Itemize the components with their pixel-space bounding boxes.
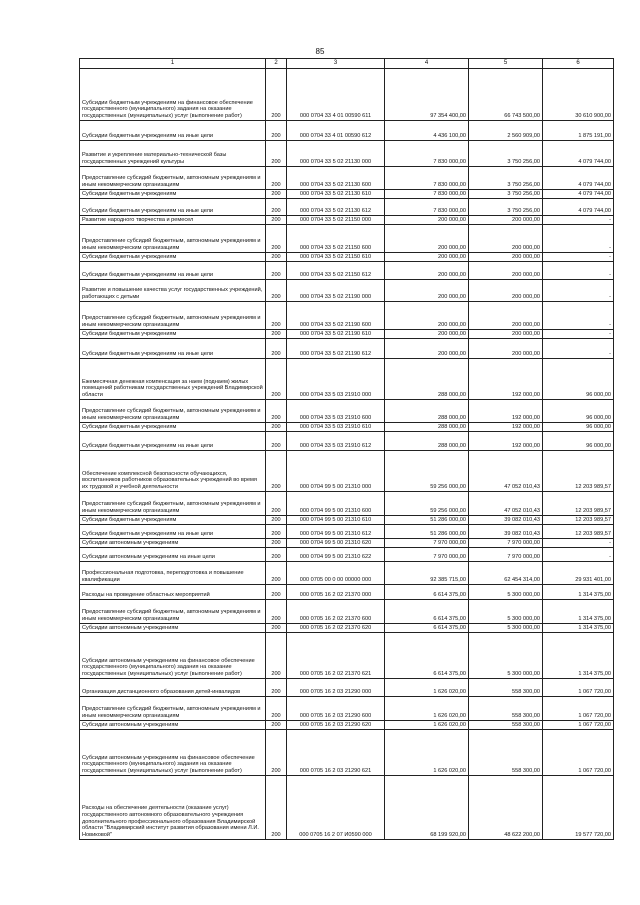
header-col-3: 3	[287, 59, 385, 69]
row-name: Развитие и повышение качества услуг государственных учреждений, работающих с детьми	[80, 280, 266, 302]
row-amount-col6: 4 079 744,00	[543, 199, 614, 216]
row-code: 200	[266, 359, 287, 400]
row-kbk: 000 0705 16 2 02 21370 621	[287, 633, 385, 679]
table-row	[80, 253, 614, 262]
table-row	[80, 141, 614, 167]
row-kbk: 000 0704 33 5 03 21910 612	[287, 432, 385, 451]
row-kbk: 000 0704 33 5 02 21150 600	[287, 225, 385, 253]
row-amount-col4: 1 626 020,00	[385, 697, 469, 721]
row-kbk: 000 0704 99 5 00 21310 610	[287, 516, 385, 525]
row-name: Субсидии автономным учреждениям на иные цели	[80, 548, 266, 562]
row-amount-col6: 12 203 989,57	[543, 525, 614, 539]
row-amount-col6: 29 931 401,00	[543, 562, 614, 585]
row-code: 200	[266, 216, 287, 225]
table-row	[80, 432, 614, 451]
row-amount-col5: 192 000,00	[469, 400, 543, 423]
row-name: Ежемесячная денежная компенсация за наем (поднаем) жилых помещений работникам государственных учреждений Владимирской области	[80, 359, 266, 400]
row-name: Субсидии бюджетным учреждениям	[80, 330, 266, 339]
row-kbk: 000 0704 33 5 03 21910 600	[287, 400, 385, 423]
row-amount-col5: 192 000,00	[469, 423, 543, 432]
row-amount-col5: 200 000,00	[469, 330, 543, 339]
row-amount-col5: 7 970 000,00	[469, 548, 543, 562]
row-code: 200	[266, 280, 287, 302]
row-kbk: 000 0705 16 2 02 21370 000	[287, 585, 385, 600]
row-name: Предоставление субсидий бюджетным, автономным учреждениям и иным некоммерческим организациям	[80, 302, 266, 330]
table-row	[80, 633, 614, 679]
row-amount-col5: 192 000,00	[469, 359, 543, 400]
row-kbk: 000 0704 33 5 02 21150 612	[287, 262, 385, 280]
row-amount-col4: 1 626 020,00	[385, 721, 469, 730]
row-code: 200	[266, 492, 287, 516]
row-amount-col6: 1 314 375,00	[543, 633, 614, 679]
row-name: Субсидии автономным учреждениям	[80, 624, 266, 633]
row-kbk: 000 0704 33 5 02 21130 000	[287, 141, 385, 167]
row-kbk: 000 0704 33 5 02 21190 600	[287, 302, 385, 330]
row-kbk: 000 0704 33 4 01 00590 611	[287, 69, 385, 121]
row-name: Субсидии бюджетным учреждениям на иные цели	[80, 525, 266, 539]
row-amount-col6: 96 000,00	[543, 432, 614, 451]
table-row	[80, 262, 614, 280]
row-kbk: 000 0705 16 2 02 21370 620	[287, 624, 385, 633]
table-row	[80, 359, 614, 400]
row-name: Субсидии автономным учреждениям на финансовое обеспечение государственного (муниципального) задания на оказание государственных (муниципальных) услуг (выполнение работ)	[80, 730, 266, 776]
table-row	[80, 600, 614, 624]
row-code: 200	[266, 167, 287, 190]
row-amount-col5: 3 750 256,00	[469, 141, 543, 167]
row-amount-col4: 200 000,00	[385, 339, 469, 359]
row-amount-col5: 3 750 256,00	[469, 167, 543, 190]
row-name: Предоставление субсидий бюджетным, автономным учреждениям и иным некоммерческим организациям	[80, 697, 266, 721]
row-name: Обеспечение комплексной безопасности обучающихся, воспитанников работников образовательных учреждений во время их трудовой и учебной деятельности	[80, 451, 266, 492]
row-amount-col4: 288 000,00	[385, 423, 469, 432]
row-code: 200	[266, 330, 287, 339]
row-name: Развитие народного творчества и ремесел	[80, 216, 266, 225]
row-amount-col5: 558 300,00	[469, 697, 543, 721]
table-row	[80, 776, 614, 840]
row-code: 200	[266, 585, 287, 600]
row-name: Организация дистанционного образования детей-инвалидов	[80, 679, 266, 697]
row-amount-col5: 200 000,00	[469, 302, 543, 330]
row-kbk: 000 0704 99 5 00 21310 622	[287, 548, 385, 562]
table-row	[80, 562, 614, 585]
row-code: 200	[266, 190, 287, 199]
table-row	[80, 516, 614, 525]
table-row	[80, 339, 614, 359]
row-amount-col4: 1 626 020,00	[385, 679, 469, 697]
row-name: Субсидии бюджетным учреждениям	[80, 253, 266, 262]
row-name: Профессиональная подготовка, переподготовка и повышение квалификации	[80, 562, 266, 585]
row-code: 200	[266, 121, 287, 141]
row-amount-col6: 96 000,00	[543, 400, 614, 423]
row-amount-col6: 1 314 375,00	[543, 624, 614, 633]
table-header-row	[80, 59, 614, 69]
row-name: Субсидии бюджетным учреждениям на иные цели	[80, 432, 266, 451]
row-amount-col4: 92 385 715,00	[385, 562, 469, 585]
row-amount-col4: 59 256 000,00	[385, 451, 469, 492]
row-name: Субсидии бюджетным учреждениям на финансовое обеспечение государственного (муниципального) задания на оказание государственных (муниципальных) услуг (выполнение работ)	[80, 69, 266, 121]
row-kbk: 000 0704 33 5 02 21130 612	[287, 199, 385, 216]
row-kbk: 000 0705 16 2 03 21290 620	[287, 721, 385, 730]
table-row	[80, 679, 614, 697]
row-kbk: 000 0704 99 5 00 21310 620	[287, 539, 385, 548]
header-col-5: 5	[469, 59, 543, 69]
header-col-6: 6	[543, 59, 614, 69]
row-amount-col5: 200 000,00	[469, 225, 543, 253]
row-name: Субсидии бюджетным учреждениям на иные цели	[80, 199, 266, 216]
row-amount-col6: 96 000,00	[543, 423, 614, 432]
row-amount-col6: 4 079 744,00	[543, 167, 614, 190]
row-code: 200	[266, 432, 287, 451]
row-amount-col6: 12 203 989,57	[543, 492, 614, 516]
row-amount-col5: 39 082 010,43	[469, 516, 543, 525]
row-amount-col6: 19 577 720,00	[543, 776, 614, 840]
row-code: 200	[266, 539, 287, 548]
row-code: 200	[266, 262, 287, 280]
row-amount-col4: 6 614 375,00	[385, 624, 469, 633]
row-kbk: 000 0705 00 0 00 00000 000	[287, 562, 385, 585]
row-name: Предоставление субсидий бюджетным, автономным учреждениям и иным некоммерческим организациям	[80, 400, 266, 423]
row-code: 200	[266, 302, 287, 330]
row-amount-col5: 200 000,00	[469, 339, 543, 359]
row-amount-col4: 7 970 000,00	[385, 539, 469, 548]
row-amount-col4: 6 614 375,00	[385, 633, 469, 679]
table-row	[80, 225, 614, 253]
row-amount-col4: 1 626 020,00	[385, 730, 469, 776]
row-amount-col5: 3 750 256,00	[469, 190, 543, 199]
table-row	[80, 697, 614, 721]
row-amount-col5: 558 300,00	[469, 730, 543, 776]
row-amount-col5: 5 300 000,00	[469, 633, 543, 679]
row-amount-col5: 2 560 909,00	[469, 121, 543, 141]
table-row	[80, 121, 614, 141]
row-name: Расходы на обеспечение деятельности (оказание услуг) государственного автономного образовательного учреждения дополнительного профессионального образования Владимирской области "Владимирский институт развития образования имени Л.И. Новиковой"	[80, 776, 266, 840]
row-kbk: 000 0704 33 5 02 21190 000	[287, 280, 385, 302]
row-amount-col4: 200 000,00	[385, 225, 469, 253]
row-amount-col6: -	[543, 225, 614, 253]
row-kbk: 000 0704 99 5 00 21310 612	[287, 525, 385, 539]
row-amount-col6: 4 079 744,00	[543, 141, 614, 167]
row-code: 200	[266, 451, 287, 492]
row-amount-col4: 51 286 000,00	[385, 525, 469, 539]
row-amount-col6: 1 067 720,00	[543, 697, 614, 721]
row-amount-col5: 200 000,00	[469, 216, 543, 225]
row-amount-col4: 97 354 400,00	[385, 69, 469, 121]
row-amount-col4: 200 000,00	[385, 262, 469, 280]
row-code: 200	[266, 624, 287, 633]
row-amount-col4: 288 000,00	[385, 432, 469, 451]
row-name: Субсидии бюджетным учреждениям на иные цели	[80, 339, 266, 359]
row-code: 200	[266, 776, 287, 840]
row-amount-col6: 1 875 191,00	[543, 121, 614, 141]
table-row	[80, 548, 614, 562]
row-amount-col4: 288 000,00	[385, 359, 469, 400]
row-amount-col6: 12 203 989,57	[543, 516, 614, 525]
row-name: Предоставление субсидий бюджетным, автономным учреждениям и иным некоммерческим организациям	[80, 600, 266, 624]
table-row	[80, 330, 614, 339]
row-amount-col5: 47 052 010,43	[469, 451, 543, 492]
row-amount-col6: 4 079 744,00	[543, 190, 614, 199]
row-amount-col4: 200 000,00	[385, 280, 469, 302]
row-name: Субсидии бюджетным учреждениям на иные цели	[80, 262, 266, 280]
row-amount-col5: 5 300 000,00	[469, 624, 543, 633]
row-name: Субсидии бюджетным учреждениям	[80, 516, 266, 525]
row-amount-col6: 1 067 720,00	[543, 730, 614, 776]
row-amount-col4: 68 199 920,00	[385, 776, 469, 840]
row-amount-col5: 62 454 314,00	[469, 562, 543, 585]
table-row	[80, 525, 614, 539]
row-name: Субсидии автономным учреждениям на финансовое обеспечение государственного (муниципального) задания на оказание государственных (муниципальных) услуг (выполнение работ)	[80, 633, 266, 679]
row-code: 200	[266, 721, 287, 730]
row-amount-col4: 7 830 000,00	[385, 141, 469, 167]
row-amount-col6: -	[543, 539, 614, 548]
header-col-2: 2	[266, 59, 287, 69]
row-amount-col5: 200 000,00	[469, 253, 543, 262]
header-col-1: 1	[80, 59, 266, 69]
row-amount-col6: 30 610 900,00	[543, 69, 614, 121]
row-kbk: 000 0705 16 2 07 И0590 000	[287, 776, 385, 840]
row-amount-col6: -	[543, 339, 614, 359]
row-kbk: 000 0704 33 5 02 21130 610	[287, 190, 385, 199]
row-amount-col6: 96 000,00	[543, 359, 614, 400]
row-amount-col5: 66 743 500,00	[469, 69, 543, 121]
row-kbk: 000 0704 33 5 02 21190 612	[287, 339, 385, 359]
row-kbk: 000 0705 16 2 03 21290 621	[287, 730, 385, 776]
row-kbk: 000 0705 16 2 03 21290 600	[287, 697, 385, 721]
row-amount-col4: 200 000,00	[385, 302, 469, 330]
row-amount-col5: 5 300 000,00	[469, 600, 543, 624]
row-amount-col6: 1 067 720,00	[543, 721, 614, 730]
row-amount-col5: 558 300,00	[469, 721, 543, 730]
row-amount-col5: 7 970 000,00	[469, 539, 543, 548]
page-number: 85	[315, 47, 325, 56]
row-amount-col4: 7 830 000,00	[385, 199, 469, 216]
row-code: 200	[266, 730, 287, 776]
row-amount-col5: 558 300,00	[469, 679, 543, 697]
row-amount-col6: -	[543, 302, 614, 330]
row-kbk: 000 0704 33 5 02 21190 610	[287, 330, 385, 339]
row-code: 200	[266, 423, 287, 432]
row-amount-col5: 5 300 000,00	[469, 585, 543, 600]
row-name: Субсидии бюджетным учреждениям на иные цели	[80, 121, 266, 141]
row-amount-col4: 7 830 000,00	[385, 167, 469, 190]
table-row	[80, 69, 614, 121]
row-code: 200	[266, 400, 287, 423]
row-name: Предоставление субсидий бюджетным, автономным учреждениям и иным некоммерческим организациям	[80, 492, 266, 516]
row-code: 200	[266, 525, 287, 539]
row-code: 200	[266, 69, 287, 121]
row-amount-col6: -	[543, 548, 614, 562]
row-amount-col6: 1 314 375,00	[543, 600, 614, 624]
row-name: Расходы на проведение областных мероприятий	[80, 585, 266, 600]
row-code: 200	[266, 339, 287, 359]
table-row	[80, 423, 614, 432]
table-row	[80, 190, 614, 199]
row-code: 200	[266, 679, 287, 697]
row-amount-col5: 47 052 010,43	[469, 492, 543, 516]
row-amount-col6: -	[543, 253, 614, 262]
row-kbk: 000 0704 99 5 00 21310 000	[287, 451, 385, 492]
row-name: Развитие и укрепление материально-технической базы государственных учреждений культуры	[80, 141, 266, 167]
row-amount-col5: 3 750 256,00	[469, 199, 543, 216]
row-name: Предоставление субсидий бюджетным, автономным учреждениям и иным некоммерческим организациям	[80, 167, 266, 190]
row-code: 200	[266, 633, 287, 679]
row-amount-col5: 192 000,00	[469, 432, 543, 451]
row-code: 200	[266, 199, 287, 216]
row-name: Субсидии автономным учреждениям	[80, 721, 266, 730]
row-amount-col5: 200 000,00	[469, 280, 543, 302]
budget-table	[79, 58, 614, 840]
table-row	[80, 730, 614, 776]
row-amount-col4: 7 970 000,00	[385, 548, 469, 562]
row-code: 200	[266, 562, 287, 585]
row-amount-col5: 200 000,00	[469, 262, 543, 280]
row-amount-col4: 200 000,00	[385, 330, 469, 339]
table-row	[80, 167, 614, 190]
table-row	[80, 585, 614, 600]
row-kbk: 000 0705 16 2 02 21370 600	[287, 600, 385, 624]
table-row	[80, 280, 614, 302]
row-name: Предоставление субсидий бюджетным, автономным учреждениям и иным некоммерческим организациям	[80, 225, 266, 253]
row-kbk: 000 0704 33 5 02 21150 610	[287, 253, 385, 262]
row-kbk: 000 0705 16 2 03 21290 000	[287, 679, 385, 697]
row-amount-col6: -	[543, 216, 614, 225]
row-kbk: 000 0704 33 5 03 21910 610	[287, 423, 385, 432]
table-row	[80, 451, 614, 492]
row-amount-col4: 200 000,00	[385, 253, 469, 262]
row-amount-col4: 51 286 000,00	[385, 516, 469, 525]
row-amount-col6: -	[543, 330, 614, 339]
row-amount-col6: 1 067 720,00	[543, 679, 614, 697]
row-amount-col4: 59 256 000,00	[385, 492, 469, 516]
table-row	[80, 624, 614, 633]
row-code: 200	[266, 697, 287, 721]
row-name: Субсидии бюджетным учреждениям	[80, 190, 266, 199]
row-code: 200	[266, 141, 287, 167]
row-code: 200	[266, 253, 287, 262]
table-row	[80, 492, 614, 516]
row-amount-col4: 200 000,00	[385, 216, 469, 225]
table-row	[80, 199, 614, 216]
row-kbk: 000 0704 33 5 03 21910 000	[287, 359, 385, 400]
row-kbk: 000 0704 33 4 01 00590 612	[287, 121, 385, 141]
row-amount-col6: -	[543, 280, 614, 302]
row-amount-col4: 288 000,00	[385, 400, 469, 423]
row-code: 200	[266, 548, 287, 562]
row-amount-col5: 48 622 200,00	[469, 776, 543, 840]
row-kbk: 000 0704 33 5 02 21130 600	[287, 167, 385, 190]
row-amount-col4: 6 614 375,00	[385, 585, 469, 600]
row-kbk: 000 0704 99 5 00 21310 600	[287, 492, 385, 516]
table-row	[80, 400, 614, 423]
row-code: 200	[266, 225, 287, 253]
header-col-4: 4	[385, 59, 469, 69]
row-amount-col4: 6 614 375,00	[385, 600, 469, 624]
row-kbk: 000 0704 33 5 02 21150 000	[287, 216, 385, 225]
row-amount-col6: 12 203 989,57	[543, 451, 614, 492]
row-name: Субсидии бюджетным учреждениям	[80, 423, 266, 432]
row-amount-col6: -	[543, 262, 614, 280]
row-amount-col4: 4 436 100,00	[385, 121, 469, 141]
row-amount-col4: 7 830 000,00	[385, 190, 469, 199]
table-row	[80, 539, 614, 548]
table-row	[80, 721, 614, 730]
row-code: 200	[266, 516, 287, 525]
row-amount-col6: 1 314 375,00	[543, 585, 614, 600]
table-row	[80, 216, 614, 225]
row-name: Субсидии автономным учреждениям	[80, 539, 266, 548]
row-amount-col5: 39 082 010,43	[469, 525, 543, 539]
table-row	[80, 302, 614, 330]
row-code: 200	[266, 600, 287, 624]
